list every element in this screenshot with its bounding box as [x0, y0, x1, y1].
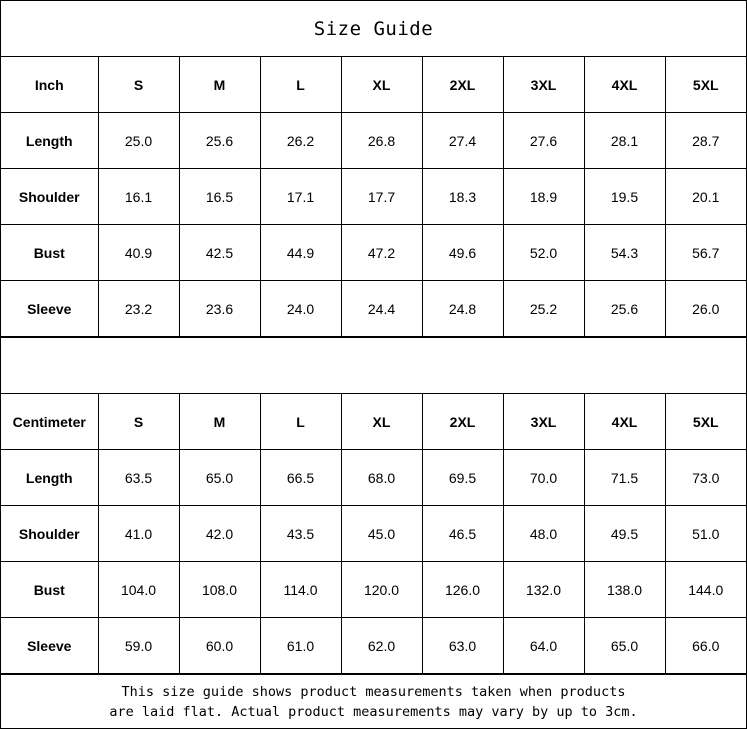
measurement-label-cell: Shoulder [1, 169, 98, 225]
measurement-value-cell: 60.0 [179, 618, 260, 674]
measurement-value-cell: 26.2 [260, 113, 341, 169]
measurement-value-cell: 138.0 [584, 562, 665, 618]
measurement-value-cell: 65.0 [584, 618, 665, 674]
measurement-value-cell: 56.7 [665, 225, 746, 281]
measurement-note-line-2: are laid flat. Actual product measurements may vary by up to 3cm. [109, 704, 638, 720]
table-row [1, 450, 746, 506]
measurement-value-cell: 17.7 [341, 169, 422, 225]
measurement-value-cell: 23.6 [179, 281, 260, 337]
table-row [1, 225, 746, 281]
measurement-value-cell: 68.0 [341, 450, 422, 506]
size-header-cell: L [260, 394, 341, 450]
measurement-value-cell: 104.0 [98, 562, 179, 618]
measurement-value-cell: 49.6 [422, 225, 503, 281]
measurement-value-cell: 16.1 [98, 169, 179, 225]
size-header-cell: 3XL [503, 57, 584, 113]
measurement-value-cell: 18.3 [422, 169, 503, 225]
table-separator [1, 337, 746, 394]
measurement-note-line-1: This size guide shows product measurements taken when products [121, 684, 626, 700]
measurement-value-cell: 27.4 [422, 113, 503, 169]
measurement-value-cell: 26.8 [341, 113, 422, 169]
size-header-cell: 2XL [422, 57, 503, 113]
size-header-cell: M [179, 57, 260, 113]
measurement-value-cell: 17.1 [260, 169, 341, 225]
measurement-value-cell: 25.6 [179, 113, 260, 169]
measurement-value-cell: 18.9 [503, 169, 584, 225]
size-header-cell: 4XL [584, 57, 665, 113]
measurement-value-cell: 63.5 [98, 450, 179, 506]
size-header-cell: L [260, 57, 341, 113]
measurement-value-cell: 54.3 [584, 225, 665, 281]
measurement-value-cell: 42.5 [179, 225, 260, 281]
measurement-label-cell: Sleeve [1, 618, 98, 674]
measurement-value-cell: 41.0 [98, 506, 179, 562]
table-row [1, 281, 746, 337]
measurement-label-cell: Length [1, 450, 98, 506]
table-row [1, 618, 746, 674]
measurement-value-cell: 25.0 [98, 113, 179, 169]
size-guide-title: Size Guide [1, 1, 746, 57]
measurement-value-cell: 62.0 [341, 618, 422, 674]
measurement-value-cell: 132.0 [503, 562, 584, 618]
unit-header-cell: Inch [1, 57, 98, 113]
measurement-value-cell: 16.5 [179, 169, 260, 225]
measurement-value-cell: 43.5 [260, 506, 341, 562]
measurement-value-cell: 66.5 [260, 450, 341, 506]
measurement-label-cell: Bust [1, 562, 98, 618]
measurement-value-cell: 49.5 [584, 506, 665, 562]
measurement-value-cell: 24.4 [341, 281, 422, 337]
size-header-cell: M [179, 394, 260, 450]
measurement-note [1, 674, 746, 729]
measurement-label-cell: Shoulder [1, 506, 98, 562]
measurement-value-cell: 144.0 [665, 562, 746, 618]
measurement-value-cell: 19.5 [584, 169, 665, 225]
measurement-value-cell: 46.5 [422, 506, 503, 562]
measurement-value-cell: 45.0 [341, 506, 422, 562]
inch-size-table [1, 57, 746, 337]
measurement-value-cell: 44.9 [260, 225, 341, 281]
measurement-value-cell: 42.0 [179, 506, 260, 562]
table-header-row [1, 57, 746, 113]
measurement-value-cell: 64.0 [503, 618, 584, 674]
table-row [1, 169, 746, 225]
size-header-cell: XL [341, 57, 422, 113]
measurement-value-cell: 120.0 [341, 562, 422, 618]
measurement-value-cell: 25.6 [584, 281, 665, 337]
measurement-value-cell: 26.0 [665, 281, 746, 337]
measurement-value-cell: 63.0 [422, 618, 503, 674]
measurement-value-cell: 65.0 [179, 450, 260, 506]
size-header-cell: S [98, 57, 179, 113]
measurement-value-cell: 59.0 [98, 618, 179, 674]
measurement-value-cell: 48.0 [503, 506, 584, 562]
measurement-value-cell: 114.0 [260, 562, 341, 618]
measurement-value-cell: 40.9 [98, 225, 179, 281]
measurement-value-cell: 28.7 [665, 113, 746, 169]
measurement-value-cell: 25.2 [503, 281, 584, 337]
measurement-value-cell: 24.0 [260, 281, 341, 337]
measurement-value-cell: 51.0 [665, 506, 746, 562]
table-row [1, 506, 746, 562]
measurement-value-cell: 69.5 [422, 450, 503, 506]
size-header-cell: S [98, 394, 179, 450]
measurement-value-cell: 61.0 [260, 618, 341, 674]
measurement-value-cell: 71.5 [584, 450, 665, 506]
measurement-label-cell: Bust [1, 225, 98, 281]
measurement-value-cell: 73.0 [665, 450, 746, 506]
measurement-value-cell: 24.8 [422, 281, 503, 337]
measurement-label-cell: Sleeve [1, 281, 98, 337]
measurement-value-cell: 126.0 [422, 562, 503, 618]
measurement-value-cell: 47.2 [341, 225, 422, 281]
table-row [1, 113, 746, 169]
size-header-cell: 4XL [584, 394, 665, 450]
measurement-label-cell: Length [1, 113, 98, 169]
measurement-value-cell: 20.1 [665, 169, 746, 225]
size-header-cell: 3XL [503, 394, 584, 450]
measurement-value-cell: 66.0 [665, 618, 746, 674]
measurement-value-cell: 52.0 [503, 225, 584, 281]
size-header-cell: 2XL [422, 394, 503, 450]
size-header-cell: 5XL [665, 394, 746, 450]
measurement-value-cell: 27.6 [503, 113, 584, 169]
table-row [1, 562, 746, 618]
unit-header-cell: Centimeter [1, 394, 98, 450]
size-header-cell: 5XL [665, 57, 746, 113]
size-header-cell: XL [341, 394, 422, 450]
measurement-value-cell: 70.0 [503, 450, 584, 506]
table-header-row [1, 394, 746, 450]
measurement-value-cell: 23.2 [98, 281, 179, 337]
measurement-value-cell: 108.0 [179, 562, 260, 618]
measurement-value-cell: 28.1 [584, 113, 665, 169]
centimeter-size-table [1, 394, 746, 674]
